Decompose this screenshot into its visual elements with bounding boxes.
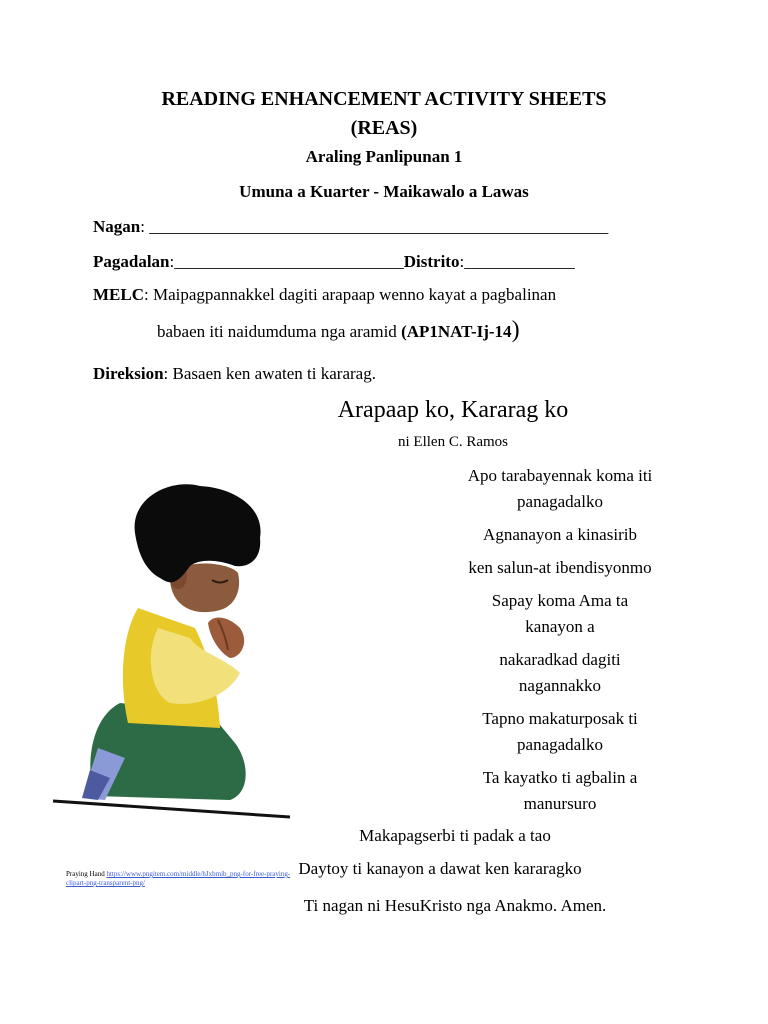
- direksion-line: [93, 364, 376, 384]
- credit-label: Praying Hand: [66, 870, 105, 878]
- school-district-row: [93, 252, 575, 272]
- credit-link-cont[interactable]: clipart-png-transparent-png/: [66, 879, 145, 887]
- pagadalan-blank[interactable]: :___________________________: [169, 252, 404, 271]
- melc-line1: [93, 285, 556, 305]
- poem-line: panagadalko: [517, 492, 603, 511]
- poem-line: Sapay koma Ama ta: [491, 591, 629, 610]
- image-credit: [66, 870, 326, 888]
- poem-line: Apo tarabayennak koma iti: [467, 466, 653, 485]
- melc-code-close: ): [511, 317, 520, 343]
- nagan-blank[interactable]: : ______________________________________________________: [140, 217, 609, 236]
- poem-title: Arapaap ko, Kararag ko: [337, 397, 569, 423]
- subject-title: Araling Panlipunan 1: [305, 147, 463, 166]
- poem-line: ken salun-at ibendisyonmo: [468, 558, 652, 577]
- credit-link[interactable]: https://www.pngitem.com/middle/hJxbmib_png-for-free-praying-: [106, 870, 291, 878]
- poem-line: Daytoy ti kanayon a dawat ken kararagko: [298, 859, 582, 878]
- poem-line: kanayon a: [525, 617, 595, 636]
- poem-line: manursuro: [523, 794, 597, 813]
- poem-line: Agnanayon a kinasirib: [483, 525, 637, 544]
- poem-line: Makapagserbi ti padak a tao: [359, 826, 551, 845]
- poem-line: nagannakko: [518, 676, 602, 695]
- poem-line: Ta kayatko ti agbalin a: [482, 768, 638, 787]
- nagan-field[interactable]: [93, 217, 608, 237]
- direksion-text: : Basaen ken awaten ti kararag.: [163, 364, 376, 383]
- worksheet-title: READING ENHANCEMENT ACTIVITY SHEETS: [161, 88, 607, 110]
- melc-code: (AP1NAT-Ij-14: [401, 322, 512, 341]
- poem-line: Tapno makaturposak ti: [482, 709, 638, 728]
- poem-line: Ti nagan ni HesuKristo nga Anakmo. Amen.: [303, 896, 607, 915]
- poem-author: ni Ellen C. Ramos: [398, 434, 508, 450]
- quarter-title: Umuna a Kuarter - Maikawalo a Lawas: [239, 182, 529, 201]
- poem-line: panagadalko: [517, 735, 603, 754]
- melc-line2: [157, 317, 520, 344]
- melc-text-cont: babaen iti naidumduma nga aramid: [157, 322, 397, 341]
- poem-line: nakaradkad dagiti: [499, 650, 621, 669]
- praying-child-icon: [50, 478, 295, 823]
- poem-stanza-right: [415, 463, 705, 817]
- melc-label: MELC: [93, 285, 144, 304]
- nagan-label: Nagan: [93, 217, 141, 236]
- worksheet-title-abbrev: (REAS): [350, 117, 418, 139]
- direksion-label: Direksion: [93, 364, 164, 383]
- pagadalan-label: Pagadalan: [93, 252, 170, 271]
- distrito-blank[interactable]: :_____________: [459, 252, 575, 271]
- melc-text: : Maipagpannakkel dagiti arapaap wenno kayat a pagbalinan: [144, 285, 557, 304]
- distrito-label: Distrito: [403, 252, 460, 271]
